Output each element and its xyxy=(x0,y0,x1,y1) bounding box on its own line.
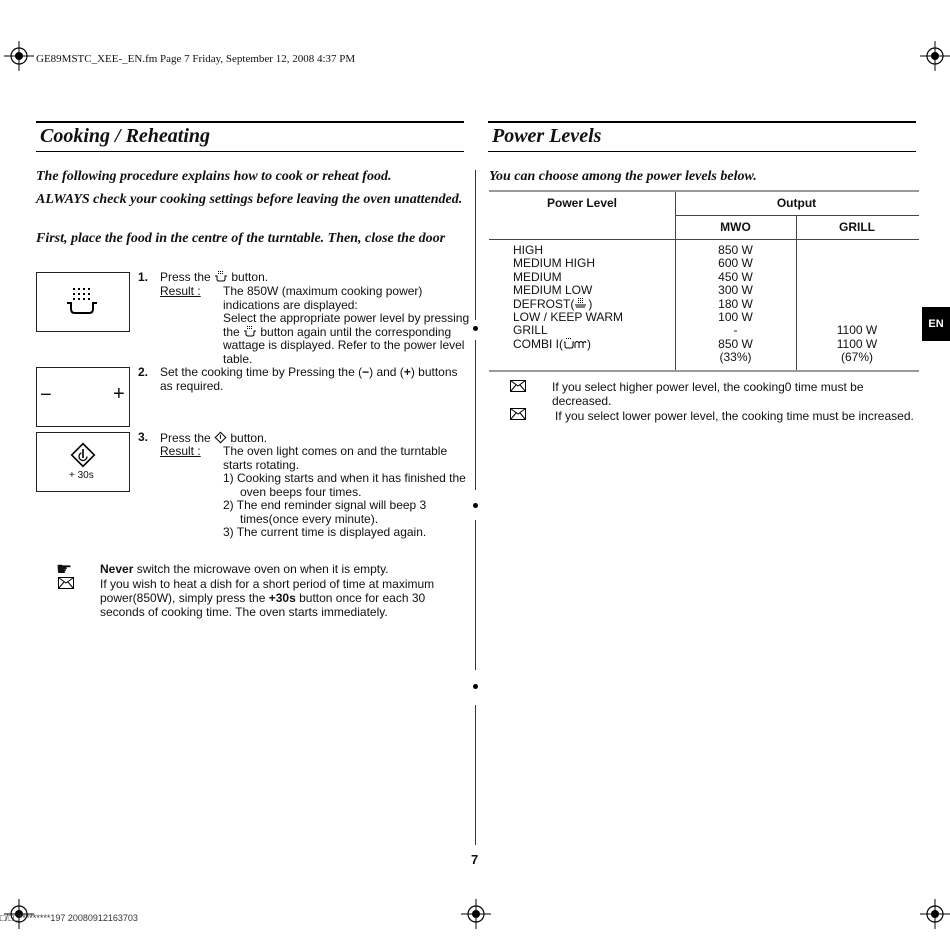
result-line: starts rotating. xyxy=(223,457,300,472)
cell-mwo: 850 W xyxy=(718,336,753,351)
col-header-output: Output xyxy=(776,196,817,210)
power-level-icon xyxy=(243,326,257,337)
section-title-power: Power Levels xyxy=(492,125,602,147)
tip-bold: +30s xyxy=(268,591,296,605)
result-line: Select the appropriate power level by pressing xyxy=(223,311,470,325)
note-mail-icon xyxy=(510,408,526,420)
result-line: the xyxy=(223,324,244,339)
step-number: 1. xyxy=(138,270,149,284)
cell-level: LOW / KEEP WARM xyxy=(513,310,624,325)
hand-pointer-icon: ☛ xyxy=(56,559,73,579)
tip-note xyxy=(100,577,460,619)
cell-grill: 1100 W xyxy=(836,323,878,338)
tip-line: seconds of cooking time. The oven starts immediately. xyxy=(100,605,388,619)
cell-grill xyxy=(796,257,918,270)
note-line: decreased. xyxy=(552,394,612,408)
registration-mark-icon xyxy=(461,899,491,929)
section-title-cooking: Cooking / Reheating xyxy=(40,125,211,147)
warning-note xyxy=(100,562,460,576)
start-icon xyxy=(214,431,227,444)
registration-mark-icon xyxy=(4,41,34,71)
minus-button[interactable]: − xyxy=(40,384,52,406)
step-text: button. xyxy=(230,431,268,445)
note-line: If you select higher power level, the cooking0 time must be xyxy=(552,380,864,394)
title-rule-top xyxy=(488,121,916,123)
result-line: times(once every minute). xyxy=(240,511,379,526)
bullet-dot xyxy=(473,503,478,508)
cell-level: MEDIUM LOW xyxy=(513,283,593,298)
header-bottom-rule xyxy=(489,239,919,240)
result-label: Result : xyxy=(160,284,201,298)
result-line: 1) Cooking starts and when it has finished the xyxy=(223,471,466,485)
table-row xyxy=(489,351,919,364)
cell-level: GRILL xyxy=(513,323,548,338)
cell-level: COMBI I( xyxy=(513,336,563,351)
table-row xyxy=(489,271,919,284)
cell-level: HIGH xyxy=(513,243,543,257)
column-divider xyxy=(475,705,476,845)
cell-mwo: - xyxy=(733,323,738,338)
registration-mark-icon xyxy=(920,899,950,929)
cell-grill: 1100 W xyxy=(836,336,878,351)
col-header-mwo: MWO xyxy=(720,220,751,234)
table-row xyxy=(489,284,919,297)
table-bottom-rule xyxy=(489,370,919,372)
cell-level xyxy=(489,351,675,364)
tip-line: If you wish to heat a dish for a short period of time at maximum xyxy=(100,577,435,591)
plus-button[interactable]: + xyxy=(113,383,125,405)
plus30s-label: + 30s xyxy=(69,470,94,481)
result-line: wattage is displayed. Refer to the power level xyxy=(223,338,465,352)
step-text: button. xyxy=(231,270,269,284)
column-divider xyxy=(475,170,476,320)
result-line: table. xyxy=(223,351,253,366)
result-line: The 850W (maximum cooking power) xyxy=(223,284,423,298)
cell-level-suffix: ) xyxy=(587,336,591,351)
step-text: ) buttons xyxy=(410,365,458,379)
panel-power-level xyxy=(36,272,130,332)
registration-mark-icon xyxy=(920,41,950,71)
title-rule-bottom xyxy=(488,151,916,152)
table-row xyxy=(489,298,919,311)
result-line: 3) The current time is displayed again. xyxy=(223,525,427,539)
intro-line-2: ALWAYS check your cooking settings before leaving the oven unattended. xyxy=(36,192,463,207)
cell-grill xyxy=(796,311,918,324)
step-number: 2. xyxy=(138,365,149,379)
cell-level: MEDIUM xyxy=(513,269,562,284)
cell-grill xyxy=(796,298,918,311)
step-3 xyxy=(138,431,468,541)
title-rule-bottom xyxy=(36,151,464,152)
step-1 xyxy=(138,271,468,367)
cell-level-suffix: ) xyxy=(588,296,593,311)
power-level-icon xyxy=(214,271,228,282)
combi-icon xyxy=(563,338,587,349)
minus-symbol: − xyxy=(362,365,370,379)
note-mail-icon xyxy=(58,577,74,589)
table-row xyxy=(489,311,919,324)
panel-time-set xyxy=(36,367,130,427)
plus-symbol: + xyxy=(403,365,411,379)
result-label: Result : xyxy=(160,444,201,458)
power-note-2: If you select lower power level, the cooking time must be increased. xyxy=(555,409,914,423)
panel-start xyxy=(36,432,130,492)
cell-level: MEDIUM HIGH xyxy=(513,256,595,271)
column-divider xyxy=(475,520,476,670)
file-header: GE89MSTC_XEE-_EN.fm Page 7 Friday, September 12, 2008 4:37 PM xyxy=(36,53,356,65)
power-intro: You can choose among the power levels below. xyxy=(489,169,757,184)
table-body xyxy=(489,244,919,365)
col-header-grill: GRILL xyxy=(839,220,875,234)
result-line: The oven light comes on and the turntable xyxy=(223,444,448,458)
note-mail-icon xyxy=(510,380,526,392)
step-2 xyxy=(138,366,468,396)
bullet-dot xyxy=(473,326,478,331)
title-rule-top xyxy=(36,121,464,123)
power-note-1 xyxy=(552,380,912,408)
defrost-icon xyxy=(574,298,588,309)
intro-line-3: First, place the food in the centre of the turntable. Then, close the door xyxy=(36,231,446,246)
language-tab: EN xyxy=(922,307,950,341)
cell-mwo: 300 W xyxy=(718,283,753,298)
cell-grill xyxy=(796,284,918,297)
table-row xyxy=(489,338,919,351)
result-line: button again until the corresponding xyxy=(257,324,452,339)
cell-mwo: 850 W xyxy=(718,243,753,257)
cell-grill: (67%) xyxy=(840,350,873,365)
power-level-table xyxy=(489,190,919,365)
start-icon xyxy=(69,441,97,469)
page-number: 7 xyxy=(471,852,479,867)
cell-mwo: 600 W xyxy=(718,256,753,271)
bullet-dot xyxy=(473,684,478,689)
tip-line: button once for each 30 xyxy=(295,591,426,605)
cell-mwo: 100 W xyxy=(718,310,753,325)
table-row xyxy=(489,244,919,257)
col-header-power-level: Power Level xyxy=(546,196,618,210)
result-line: indications are displayed: xyxy=(223,297,358,312)
tip-line: power(850W), simply press the xyxy=(100,591,269,605)
cell-level: DEFROST( xyxy=(513,296,575,311)
step-text: as required. xyxy=(160,378,224,393)
step-text: ) and ( xyxy=(369,365,404,379)
table-row xyxy=(489,324,919,337)
table-row xyxy=(489,257,919,270)
cell-grill xyxy=(796,244,918,257)
step-text: Set the cooking time by Pressing the ( xyxy=(160,365,363,379)
cell-grill xyxy=(796,271,918,284)
step-text: Press the xyxy=(160,270,215,284)
power-level-icon xyxy=(63,285,103,319)
step-text: Press the xyxy=(160,431,215,445)
cell-mwo: 450 W xyxy=(718,269,753,284)
cell-mwo: (33%) xyxy=(719,350,752,365)
result-line: 2) The end reminder signal will beep 3 xyxy=(223,498,427,512)
result-line: oven beeps four times. xyxy=(240,484,362,499)
column-divider xyxy=(475,340,476,490)
step-number: 3. xyxy=(138,430,149,444)
footer-code: □/□□*********197 20080912163703 xyxy=(0,913,138,923)
warning-text: switch the microwave oven on when it is empty. xyxy=(133,562,389,576)
warning-bold: Never xyxy=(100,562,134,576)
cell-mwo: 180 W xyxy=(718,296,753,311)
intro-line-1: The following procedure explains how to cook or reheat food. xyxy=(36,169,392,184)
